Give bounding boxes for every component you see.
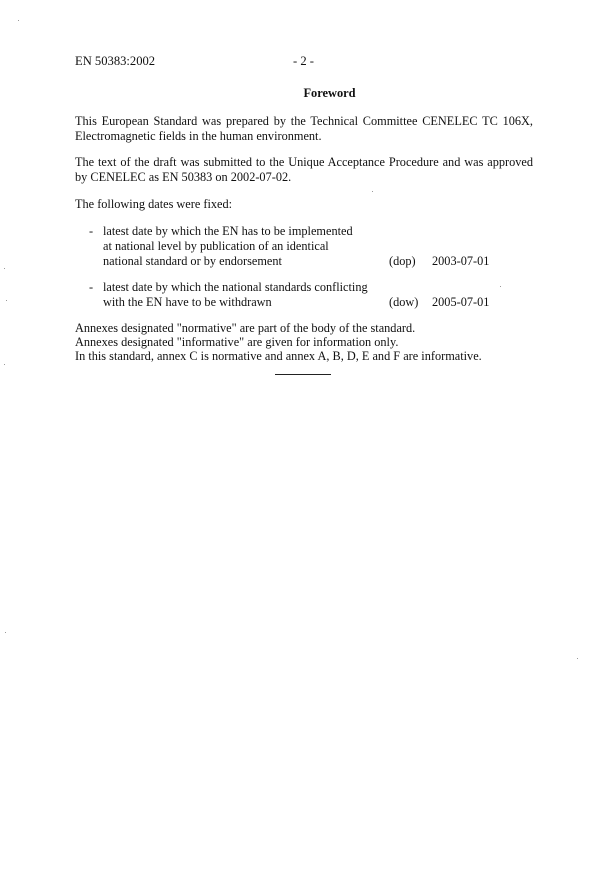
scan-speck — [18, 20, 19, 21]
paragraph-dates-intro: The following dates were fixed: — [75, 197, 233, 211]
date-item-line: national standard or by endorsement — [103, 254, 282, 268]
document-id: EN 50383:2002 — [75, 54, 156, 68]
scan-speck — [4, 268, 5, 269]
date-item-dop — [89, 224, 509, 269]
annex-informative-note: Annexes designated "informative" are given for information only. — [75, 335, 399, 349]
annex-classification-note: In this standard, annex C is normative and annex A, B, D, E and F are informative. — [75, 349, 482, 363]
page-number: - 2 - — [293, 54, 314, 68]
list-dash: - — [89, 224, 94, 238]
date-item-line: latest date by which the national standards conflicting — [103, 280, 368, 294]
date-abbreviation: (dop) — [389, 254, 416, 268]
scan-speck — [577, 658, 578, 659]
annex-normative-note: Annexes designated "normative" are part of the body of the standard. — [75, 321, 416, 335]
date-item-description — [103, 224, 383, 269]
scan-speck — [5, 632, 6, 633]
end-rule — [275, 374, 331, 375]
scan-speck — [4, 364, 5, 365]
scan-speck — [500, 286, 501, 287]
section-title: Foreword — [303, 86, 356, 100]
date-item-line: with the EN have to be withdrawn — [103, 295, 272, 309]
date-item-line: at national level by publication of an identical — [103, 239, 329, 253]
date-item-description — [103, 280, 383, 310]
paragraph-approval: The text of the draft was submitted to the Unique Acceptance Procedure and was approved by CENELEC as EN 50383 on 2002-07-02. — [75, 155, 533, 184]
scan-speck — [6, 300, 7, 301]
scan-speck — [372, 191, 373, 192]
date-value: 2003-07-01 — [432, 254, 490, 268]
date-value: 2005-07-01 — [432, 295, 490, 309]
date-item-dow — [89, 280, 509, 310]
paragraph-prepared-by: This European Standard was prepared by the Technical Committee CENELEC TC 106X, Electromagnetic fields in the human environment. — [75, 114, 533, 143]
list-dash: - — [89, 280, 94, 294]
date-abbreviation: (dow) — [389, 295, 419, 309]
date-item-line: latest date by which the EN has to be implemented — [103, 224, 353, 238]
